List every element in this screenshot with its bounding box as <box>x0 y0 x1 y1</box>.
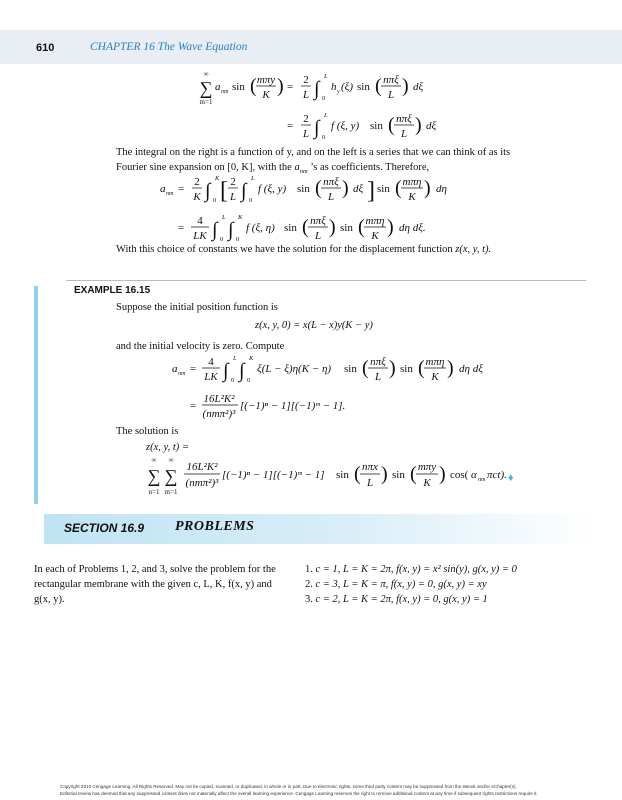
svg-text:0: 0 <box>247 377 251 384</box>
example-solution-equation <box>146 456 526 502</box>
svg-text:mπη: mπη <box>425 356 445 368</box>
svg-text:sin: sin <box>232 81 245 93</box>
svg-text:[(−1)ⁿ − 1][(−1)ᵐ − 1].: [(−1)ⁿ − 1][(−1)ᵐ − 1]. <box>240 400 346 412</box>
problem-item: 3. c = 2, L = K = 2π, f(x, y) = 0, g(x, y) = 1 <box>305 594 488 605</box>
svg-text:sin: sin <box>392 469 405 481</box>
svg-text:K: K <box>431 371 439 383</box>
svg-text:∫: ∫ <box>228 219 234 241</box>
svg-text:=: = <box>190 400 197 412</box>
problem-item: 1. c = 1, L = K = 2π, f(x, y) = x² sin(y), g(x, y) = 0 <box>305 564 517 575</box>
svg-text:a: a <box>160 183 166 195</box>
section-title: PROBLEMS <box>175 519 255 534</box>
svg-text:(: ( <box>302 216 309 238</box>
svg-text:sin: sin <box>284 222 297 234</box>
paragraph-1-line1: The integral on the right is a function of y, and on the left is a series that we can think of as its <box>116 147 511 158</box>
svg-text:L: L <box>314 230 322 242</box>
svg-text:(ξ): (ξ) <box>341 81 354 93</box>
svg-text:(: ( <box>418 357 425 379</box>
equation-anm <box>160 172 520 244</box>
svg-text:∫: ∫ <box>205 180 211 202</box>
end-of-example-diamond-icon: ♦ <box>508 472 514 484</box>
svg-text:nm: nm <box>178 371 186 377</box>
svg-text:=: = <box>178 183 185 195</box>
svg-text:L: L <box>302 89 310 101</box>
instructions-line3: g(x, y). <box>34 594 65 605</box>
svg-text:): ) <box>439 463 446 485</box>
svg-text:L: L <box>222 214 226 221</box>
svg-text:L: L <box>400 128 408 140</box>
instructions-line1: In each of Problems 1, 2, and 3, solve the problem for the <box>34 564 276 575</box>
example-anm-equation <box>172 352 532 422</box>
svg-text:(nmπ²)³: (nmπ²)³ <box>185 477 219 489</box>
svg-text:L: L <box>324 112 328 119</box>
svg-text:(: ( <box>395 177 402 199</box>
svg-text:sin: sin <box>344 363 357 375</box>
svg-text:L: L <box>374 371 382 383</box>
problem-item: 2. c = 3, L = K = π, f(x, y) = 0, g(x, y) = xy <box>305 579 487 590</box>
svg-text:∑: ∑ <box>199 78 213 98</box>
svg-text:nm: nm <box>166 191 174 197</box>
svg-text:dξ: dξ <box>426 120 437 132</box>
svg-text:): ) <box>424 177 431 199</box>
example-side-bar <box>34 286 38 504</box>
svg-text:∫: ∫ <box>212 219 218 241</box>
svg-text:=: = <box>287 120 294 132</box>
svg-text:cos(: cos( <box>450 469 469 481</box>
svg-text:f (ξ, η): f (ξ, η) <box>246 222 275 234</box>
svg-text:πct).: πct). <box>487 469 507 481</box>
problem-list <box>305 562 517 607</box>
svg-text:a: a <box>172 363 178 375</box>
svg-text:n=1: n=1 <box>148 488 160 496</box>
svg-text:=: = <box>287 81 294 93</box>
svg-text:∞: ∞ <box>203 70 209 78</box>
chapter-title: CHAPTER 16 The Wave Equation <box>90 41 248 53</box>
svg-text:y: y <box>337 89 340 95</box>
svg-text:dη: dη <box>436 183 447 195</box>
svg-text:0: 0 <box>220 236 224 243</box>
svg-text:=: = <box>178 222 185 234</box>
svg-text:∫: ∫ <box>314 117 320 139</box>
svg-text:0: 0 <box>213 197 217 204</box>
svg-text:K: K <box>262 89 270 101</box>
example-line2: and the initial velocity is zero. Compute <box>116 341 285 352</box>
svg-text:∞: ∞ <box>151 456 157 464</box>
equation-sine-series <box>200 70 460 142</box>
instructions-line2: rectangular membrane with the given c, L, K, f(x, y) and <box>34 579 272 590</box>
svg-text:K: K <box>423 477 431 489</box>
svg-text:∫: ∫ <box>314 78 320 100</box>
svg-text:nπξ: nπξ <box>310 215 326 227</box>
svg-text:a: a <box>215 81 221 93</box>
svg-text:(nmπ²)³: (nmπ²)³ <box>202 408 236 420</box>
svg-text:0: 0 <box>322 134 326 141</box>
svg-text:]: ] <box>367 178 375 204</box>
svg-text:mπη: mπη <box>402 176 422 188</box>
svg-text:K: K <box>249 355 254 362</box>
svg-text:): ) <box>342 177 349 199</box>
svg-text:m=1: m=1 <box>164 488 178 496</box>
svg-text:[(−1)ⁿ − 1][(−1)ᵐ − 1]: [(−1)ⁿ − 1][(−1)ᵐ − 1] <box>222 469 325 481</box>
svg-text:2: 2 <box>194 176 200 188</box>
svg-text:L: L <box>387 89 395 101</box>
svg-text:mπy: mπy <box>256 74 276 86</box>
svg-text:sin: sin <box>357 81 370 93</box>
example-eq-init: z(x, y, 0) = x(L − x)y(K − y) <box>255 320 373 331</box>
svg-text:f (ξ, y): f (ξ, y) <box>331 120 360 132</box>
page-number: 610 <box>36 42 55 54</box>
svg-text:sin: sin <box>377 183 390 195</box>
svg-text:K: K <box>193 191 201 203</box>
svg-text:4: 4 <box>197 215 203 227</box>
svg-text:∫: ∫ <box>241 180 247 202</box>
svg-text:4: 4 <box>208 356 214 368</box>
copyright-line1: Copyright 2010 Cengage Learning. All Rights Reserved. May not be copied, scanned, or duplicated, in whole or in part. Due to electronic rights, some third party content may be suppressed from the eBook and/or eChapter(s). <box>60 784 517 789</box>
svg-text:2: 2 <box>230 176 236 188</box>
paragraph-2: With this choice of constants we have the solution for the displacement function z(x, y, t). <box>116 244 492 255</box>
example-solution-lhs: z(x, y, t) = <box>146 442 189 453</box>
svg-text:2: 2 <box>303 113 309 125</box>
svg-text:∫: ∫ <box>239 360 245 382</box>
svg-text:(: ( <box>354 463 361 485</box>
copyright-line2: Editorial review has deemed that any suppressed content does not materially affect the overall learning experience. Cengage Learning reserves the right to remove additional content at any time if subsequent rights restrictions require it. <box>60 791 538 796</box>
svg-text:nπξ: nπξ <box>370 356 386 368</box>
example-rule <box>66 280 586 281</box>
svg-text:(: ( <box>358 216 365 238</box>
svg-text:=: = <box>190 363 197 375</box>
svg-text:): ) <box>415 114 422 136</box>
svg-text:): ) <box>277 75 284 97</box>
svg-text:nπx: nπx <box>362 461 378 473</box>
svg-text:): ) <box>387 216 394 238</box>
svg-text:): ) <box>381 463 388 485</box>
svg-text:K: K <box>408 191 416 203</box>
svg-text:): ) <box>389 357 396 379</box>
svg-text:dη dξ.: dη dξ. <box>399 222 426 234</box>
svg-text:[: [ <box>220 178 228 204</box>
svg-text:): ) <box>447 357 454 379</box>
svg-text:α: α <box>471 469 477 481</box>
svg-text:L: L <box>233 355 237 362</box>
svg-text:dξ: dξ <box>353 183 364 195</box>
svg-text:16L²K²: 16L²K² <box>203 393 235 405</box>
svg-text:L: L <box>229 191 237 203</box>
svg-text:L: L <box>324 73 328 80</box>
svg-text:0: 0 <box>236 236 240 243</box>
svg-text:sin: sin <box>370 120 383 132</box>
svg-text:16L²K²: 16L²K² <box>186 461 218 473</box>
svg-text:L: L <box>302 128 310 140</box>
paragraph-1-line2: Fourier sine expansion on [0, K], with the $a_{nm}$ ’s as coefficients. Therefore, <box>116 162 430 176</box>
svg-text:nπξ: nπξ <box>323 176 339 188</box>
svg-text:mπy: mπy <box>417 461 437 473</box>
svg-text:dη dξ: dη dξ <box>459 363 483 375</box>
svg-text:sin: sin <box>400 363 413 375</box>
svg-text:sin: sin <box>297 183 310 195</box>
svg-text:nπξ: nπξ <box>396 113 412 125</box>
svg-text:∞: ∞ <box>168 456 174 464</box>
svg-text:∫: ∫ <box>223 360 229 382</box>
svg-text:∑: ∑ <box>147 466 161 486</box>
svg-text:K: K <box>215 175 220 182</box>
svg-text:0: 0 <box>322 95 326 102</box>
svg-text:nm: nm <box>478 477 486 483</box>
svg-text:K: K <box>238 214 243 221</box>
svg-text:ξ(L − ξ)η(K − η): ξ(L − ξ)η(K − η) <box>257 363 332 375</box>
svg-text:(: ( <box>362 357 369 379</box>
svg-text:K: K <box>371 230 379 242</box>
svg-text:L: L <box>327 191 335 203</box>
svg-text:h: h <box>331 81 337 93</box>
svg-text:LK: LK <box>193 230 207 242</box>
svg-text:sin: sin <box>340 222 353 234</box>
example-line1: Suppose the initial position function is <box>116 302 278 313</box>
svg-text:(: ( <box>410 463 417 485</box>
svg-text:nm: nm <box>221 89 229 95</box>
svg-text:(: ( <box>375 75 382 97</box>
svg-text:m=1: m=1 <box>199 98 213 106</box>
svg-text:sin: sin <box>336 469 349 481</box>
svg-text:mπη: mπη <box>365 215 385 227</box>
svg-text:(: ( <box>315 177 322 199</box>
svg-text:∑: ∑ <box>164 466 178 486</box>
svg-text:L: L <box>251 175 255 182</box>
svg-text:2: 2 <box>303 74 309 86</box>
example-line3: The solution is <box>116 426 179 437</box>
example-title: EXAMPLE 16.15 <box>74 285 151 296</box>
svg-text:(: ( <box>250 75 257 97</box>
svg-text:0: 0 <box>231 377 235 384</box>
svg-text:f (ξ, y): f (ξ, y) <box>258 183 287 195</box>
svg-text:dξ: dξ <box>413 81 424 93</box>
svg-text:(: ( <box>388 114 395 136</box>
section-label: SECTION 16.9 <box>64 521 145 535</box>
problems-instructions <box>34 562 294 607</box>
svg-text:nπξ: nπξ <box>383 74 399 86</box>
svg-text:): ) <box>402 75 409 97</box>
svg-text:): ) <box>329 216 336 238</box>
svg-text:0: 0 <box>249 197 253 204</box>
svg-text:LK: LK <box>204 371 218 383</box>
svg-text:L: L <box>366 477 374 489</box>
